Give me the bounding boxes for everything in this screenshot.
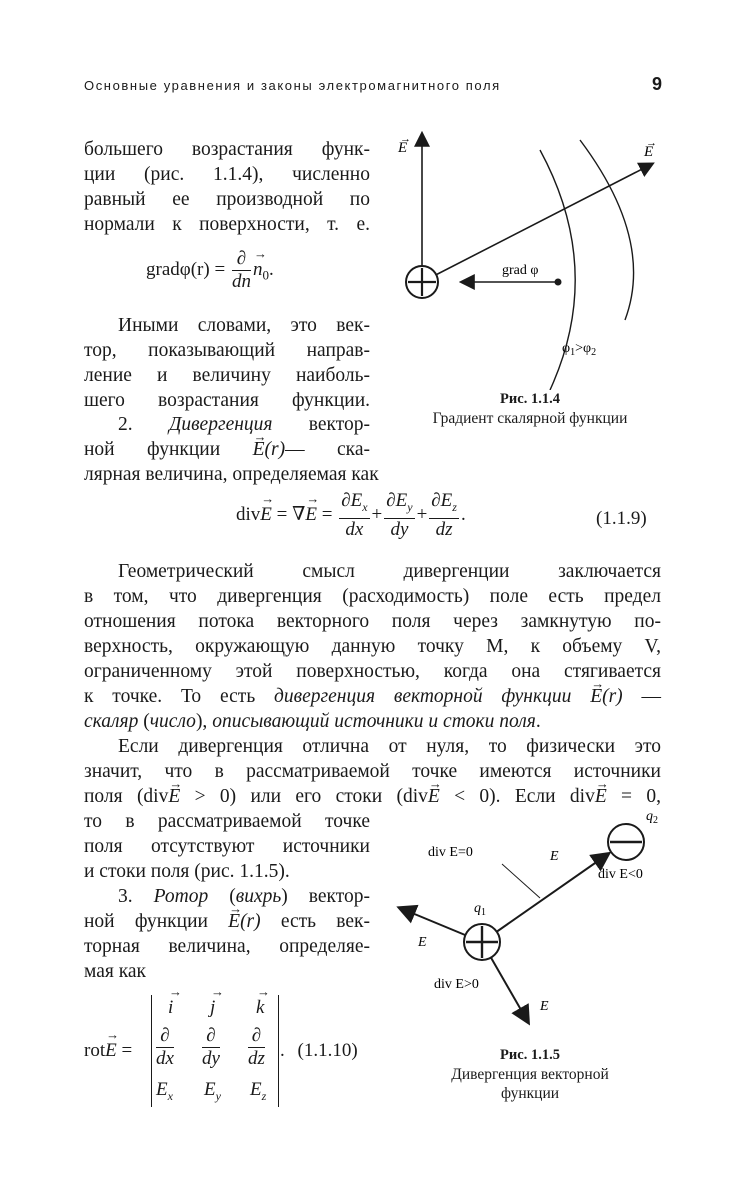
span: число bbox=[149, 711, 196, 732]
term-divergence: Дивергенция bbox=[168, 414, 273, 435]
unit-k: → k bbox=[256, 997, 264, 1019]
grad-formula bbox=[146, 248, 274, 293]
span: E bbox=[204, 1079, 216, 1100]
span: — bbox=[622, 686, 662, 707]
var-e-r: → E(r) bbox=[253, 437, 286, 462]
e-vector-to-q2 bbox=[482, 854, 608, 942]
text-line: равный ее производной по bbox=[84, 189, 370, 210]
span: скаляр bbox=[84, 711, 139, 732]
span: dy bbox=[202, 1048, 220, 1069]
text-line: лярная величина, определяемая как bbox=[84, 464, 379, 485]
text-line: Геометрический смысл дивергенции заключается bbox=[118, 561, 661, 582]
text-line: в том, что дивергенция (расходимость) поле есть предел bbox=[84, 586, 661, 607]
span: ∂E bbox=[386, 490, 408, 511]
text-line bbox=[84, 709, 661, 734]
text-line: торная величина, определяе- bbox=[84, 936, 370, 957]
span: x bbox=[167, 1088, 173, 1103]
span: dx bbox=[156, 1048, 174, 1069]
span: вектор- bbox=[272, 414, 370, 435]
span: к точке. То есть bbox=[84, 686, 275, 707]
text-line bbox=[84, 784, 661, 809]
label-e-right: E bbox=[644, 144, 654, 160]
vec-e: → E bbox=[260, 504, 272, 526]
grad-end: . bbox=[268, 258, 274, 280]
span: z bbox=[261, 1088, 267, 1103]
span: ( bbox=[138, 711, 150, 732]
ex bbox=[156, 1079, 173, 1104]
caption-text: Градиент скалярной функции bbox=[432, 410, 628, 427]
frac-dy bbox=[202, 1025, 220, 1070]
equipotential-curve-2 bbox=[580, 140, 634, 320]
span: ), bbox=[195, 711, 213, 732]
grad-num: ∂ bbox=[232, 248, 251, 271]
span: 3. bbox=[118, 886, 154, 907]
span: есть век- bbox=[260, 911, 370, 932]
span: ) вектор- bbox=[281, 886, 371, 907]
label-phi: $\varphi_1>\varphi_2$ bbox=[562, 341, 597, 358]
text-line: ление и величину наиболь- bbox=[84, 365, 370, 386]
text-line bbox=[118, 884, 370, 909]
span: . bbox=[280, 1040, 285, 1061]
span: дивергенция векторной функции bbox=[274, 686, 572, 707]
caption-number: Рис. 1.1.5 bbox=[500, 1047, 560, 1063]
var-e-r: → E(r) bbox=[228, 909, 261, 934]
text-line: и стоки поля (рис. 1.1.5). bbox=[84, 861, 290, 882]
frac-y bbox=[384, 490, 414, 541]
span: dx bbox=[345, 518, 364, 540]
span: = bbox=[321, 503, 333, 525]
span: ∂E bbox=[431, 490, 453, 511]
figure-divergence bbox=[390, 808, 680, 1048]
equation-number: (1.1.10) bbox=[297, 1040, 358, 1061]
span: ной функции bbox=[84, 911, 229, 932]
span: > 0) или его стоки (div bbox=[180, 786, 428, 807]
span: z bbox=[452, 499, 457, 514]
span: dy bbox=[390, 518, 409, 540]
text-line bbox=[118, 412, 370, 437]
span: поля (div bbox=[84, 786, 169, 807]
label-div0: div E=0 bbox=[428, 845, 473, 860]
span: 2. bbox=[118, 414, 169, 435]
label-grad: grad φ bbox=[502, 263, 539, 278]
div-formula bbox=[236, 490, 466, 541]
text-line: нормали к поверхности, т. е. bbox=[84, 214, 370, 235]
svg-text:→: → bbox=[646, 137, 657, 149]
caption-fig-1-1-5 bbox=[410, 1046, 650, 1103]
label-e-2: E bbox=[418, 935, 427, 950]
vec-e: → E bbox=[595, 784, 607, 809]
span: + bbox=[416, 503, 428, 525]
span: ∂E bbox=[341, 490, 363, 511]
span: div bbox=[236, 503, 261, 525]
caption-fig-1-1-4 bbox=[390, 390, 670, 428]
figure-gradient bbox=[390, 120, 670, 390]
span: ной функции bbox=[84, 439, 253, 460]
span: . bbox=[535, 711, 541, 732]
term-rotor: Ротор bbox=[153, 886, 209, 907]
text-line bbox=[84, 684, 661, 709]
unit-j: → j bbox=[210, 997, 215, 1019]
span: x bbox=[362, 499, 368, 514]
span: dz bbox=[248, 1048, 265, 1069]
term-vortex: вихрь bbox=[235, 886, 282, 907]
span: ∂ bbox=[202, 1025, 220, 1048]
text-line bbox=[84, 909, 370, 934]
span: < 0). Если div bbox=[439, 786, 595, 807]
span: E bbox=[250, 1079, 262, 1100]
label-e-3: E bbox=[540, 999, 549, 1014]
text-line: значит, что в рассматриваемой точке имеются источники bbox=[84, 761, 661, 782]
span: + bbox=[371, 503, 383, 525]
frac-x bbox=[339, 490, 369, 541]
span: . bbox=[460, 503, 466, 525]
rot-end bbox=[280, 1040, 358, 1062]
grad-fraction bbox=[232, 248, 251, 293]
label-q2: $q_2$ bbox=[646, 809, 658, 826]
grad-lhs: gradφ(r) = bbox=[146, 258, 226, 280]
span: y bbox=[215, 1088, 221, 1103]
text-line bbox=[84, 437, 370, 462]
text-line: тор, показывающий направ- bbox=[84, 340, 370, 361]
caption-text: Дивергенция векторной bbox=[451, 1066, 609, 1083]
vec-e: → E bbox=[428, 784, 440, 809]
span: = 0, bbox=[606, 786, 661, 807]
rot-determinant bbox=[151, 995, 279, 1107]
frac-dz bbox=[248, 1025, 265, 1070]
text-line: Иными словами, это век- bbox=[118, 315, 370, 336]
span: ∂ bbox=[248, 1025, 265, 1048]
ez bbox=[250, 1079, 266, 1104]
ey bbox=[204, 1079, 221, 1104]
svg-text:→: → bbox=[400, 133, 411, 145]
span: y bbox=[407, 499, 413, 514]
text-line: шего возрастания функции. bbox=[84, 390, 370, 411]
caption-number: Рис. 1.1.4 bbox=[500, 391, 560, 407]
span: rot bbox=[84, 1040, 106, 1061]
label-divpos: div E>0 bbox=[434, 977, 479, 992]
label-q1: $q_1$ bbox=[474, 901, 486, 918]
div0-leader bbox=[502, 864, 540, 898]
span: ( bbox=[208, 886, 236, 907]
header-title: Основные уравнения и законы электромагнитного поля bbox=[84, 78, 501, 93]
point-dot bbox=[555, 279, 562, 286]
text-line: мая как bbox=[84, 961, 147, 982]
text-line: большего возрастания функ- bbox=[84, 139, 370, 160]
text-line: ции (рис. 1.1.4), численно bbox=[84, 164, 370, 185]
label-e-left: E bbox=[398, 140, 408, 156]
unit-i: → i bbox=[168, 997, 173, 1019]
grad-sub: 0 bbox=[262, 267, 269, 283]
rot-lhs bbox=[84, 1040, 132, 1062]
span: описывающий источники и стоки поля bbox=[212, 711, 536, 732]
label-e-1: E bbox=[550, 849, 559, 864]
text-line: отношения потока векторного поля через замкнутую по- bbox=[84, 611, 661, 632]
span: — ска- bbox=[285, 439, 370, 460]
text-line: ограниченному этой поверхностью, когда она стягивается bbox=[84, 661, 661, 682]
text-line: поля отсутствуют источники bbox=[84, 836, 370, 857]
span: = ∇ bbox=[276, 503, 306, 525]
page-number: 9 bbox=[651, 74, 662, 94]
grad-den: dn bbox=[231, 271, 251, 292]
caption-text: функции bbox=[500, 1085, 560, 1102]
span: dz bbox=[435, 518, 453, 540]
text-line: верхность, окружающую данную точку M, к объему V, bbox=[84, 636, 661, 657]
frac-z bbox=[429, 490, 459, 541]
label-divneg: div E<0 bbox=[598, 867, 643, 882]
vec-e: → E bbox=[168, 784, 180, 809]
text-line: Если дивергенция отлична от нуля, то физически это bbox=[118, 736, 661, 757]
var-e-r: → E(r) bbox=[590, 684, 623, 709]
span: = bbox=[121, 1040, 133, 1061]
running-header bbox=[84, 74, 664, 98]
vec-e: → E bbox=[305, 504, 317, 526]
grad-n-vector: → n bbox=[253, 259, 263, 281]
equation-number: (1.1.9) bbox=[596, 508, 647, 529]
frac-dx bbox=[156, 1025, 174, 1070]
span: E bbox=[156, 1079, 168, 1100]
text-line: то в рассматриваемой точке bbox=[84, 811, 370, 832]
span: ∂ bbox=[156, 1025, 174, 1048]
vec-e: → E bbox=[105, 1040, 117, 1062]
